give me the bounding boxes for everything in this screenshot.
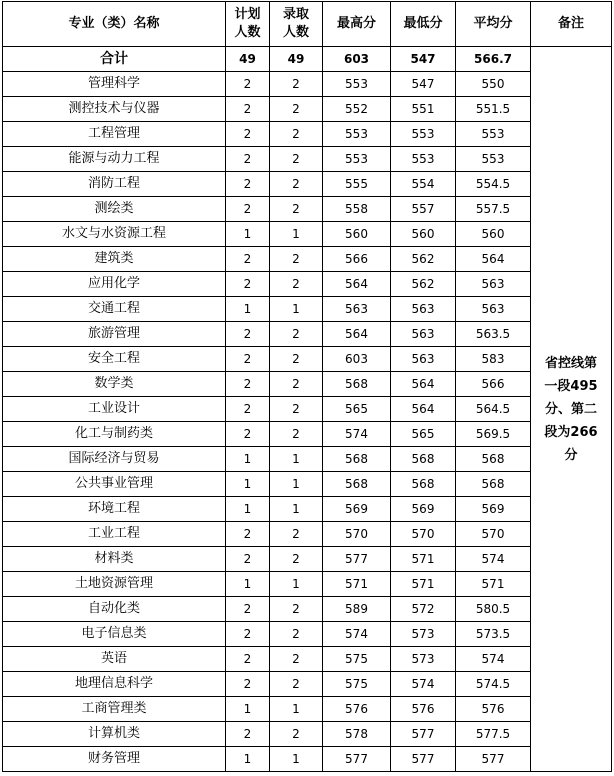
cell-min: 553 <box>391 122 456 147</box>
total-admit: 49 <box>270 47 323 72</box>
cell-min: 557 <box>391 197 456 222</box>
table-row <box>3 147 612 172</box>
cell-min: 571 <box>391 572 456 597</box>
table-row <box>3 322 612 347</box>
cell-min: 562 <box>391 272 456 297</box>
table-row <box>3 722 612 747</box>
table-row <box>3 422 612 447</box>
cell-avg: 557.5 <box>456 197 531 222</box>
cell-plan: 2 <box>226 597 270 622</box>
cell-name: 工业设计 <box>3 397 226 422</box>
cell-name: 电子信息类 <box>3 622 226 647</box>
cell-avg: 553 <box>456 122 531 147</box>
cell-plan: 2 <box>226 422 270 447</box>
cell-min: 568 <box>391 472 456 497</box>
cell-name: 英语 <box>3 647 226 672</box>
cell-avg: 550 <box>456 72 531 97</box>
cell-min: 577 <box>391 722 456 747</box>
cell-max: 571 <box>323 572 391 597</box>
cell-avg: 574 <box>456 647 531 672</box>
cell-admit: 2 <box>270 672 323 697</box>
table-row <box>3 547 612 572</box>
cell-max: 575 <box>323 647 391 672</box>
table-row <box>3 447 612 472</box>
cell-plan: 1 <box>226 222 270 247</box>
cell-admit: 2 <box>270 722 323 747</box>
cell-min: 563 <box>391 297 456 322</box>
cell-avg: 570 <box>456 522 531 547</box>
cell-admit: 1 <box>270 472 323 497</box>
cell-admit: 1 <box>270 497 323 522</box>
table-row <box>3 347 612 372</box>
cell-min: 551 <box>391 97 456 122</box>
cell-max: 553 <box>323 147 391 172</box>
table-row <box>3 372 612 397</box>
admission-score-table <box>2 1 612 772</box>
table-row <box>3 647 612 672</box>
cell-avg: 573.5 <box>456 622 531 647</box>
cell-name: 能源与动力工程 <box>3 147 226 172</box>
header-admit-line1: 录取 <box>282 7 309 22</box>
cell-admit: 2 <box>270 322 323 347</box>
cell-name: 测绘类 <box>3 197 226 222</box>
cell-name: 管理科学 <box>3 72 226 97</box>
cell-max: 568 <box>323 447 391 472</box>
cell-admit: 1 <box>270 747 323 772</box>
cell-plan: 2 <box>226 122 270 147</box>
header-plan-line1: 计划 <box>234 7 261 22</box>
cell-admit: 2 <box>270 247 323 272</box>
cell-min: 572 <box>391 597 456 622</box>
cell-plan: 2 <box>226 722 270 747</box>
table-row <box>3 172 612 197</box>
header-row <box>3 2 612 47</box>
table-row <box>3 247 612 272</box>
cell-plan: 2 <box>226 547 270 572</box>
table-row <box>3 622 612 647</box>
cell-name: 建筑类 <box>3 247 226 272</box>
cell-plan: 2 <box>226 672 270 697</box>
cell-admit: 2 <box>270 547 323 572</box>
cell-min: 562 <box>391 247 456 272</box>
cell-avg: 564.5 <box>456 397 531 422</box>
cell-avg: 566 <box>456 372 531 397</box>
cell-min: 564 <box>391 372 456 397</box>
total-avg: 566.7 <box>456 47 531 72</box>
table-row <box>3 747 612 772</box>
cell-plan: 2 <box>226 622 270 647</box>
cell-name: 工程管理 <box>3 122 226 147</box>
cell-plan: 1 <box>226 497 270 522</box>
cell-admit: 2 <box>270 622 323 647</box>
table-row <box>3 222 612 247</box>
cell-admit: 2 <box>270 122 323 147</box>
cell-plan: 2 <box>226 647 270 672</box>
cell-name: 应用化学 <box>3 272 226 297</box>
cell-admit: 2 <box>270 97 323 122</box>
cell-min: 554 <box>391 172 456 197</box>
cell-max: 569 <box>323 497 391 522</box>
cell-max: 589 <box>323 597 391 622</box>
cell-min: 571 <box>391 547 456 572</box>
cell-admit: 2 <box>270 347 323 372</box>
cell-plan: 2 <box>226 247 270 272</box>
cell-max: 555 <box>323 172 391 197</box>
cell-name: 计算机类 <box>3 722 226 747</box>
table-row <box>3 472 612 497</box>
cell-max: 564 <box>323 322 391 347</box>
cell-avg: 553 <box>456 147 531 172</box>
cell-admit: 2 <box>270 147 323 172</box>
cell-max: 553 <box>323 122 391 147</box>
cell-min: 574 <box>391 672 456 697</box>
cell-min: 577 <box>391 747 456 772</box>
cell-min: 563 <box>391 322 456 347</box>
cell-min: 560 <box>391 222 456 247</box>
cell-avg: 564 <box>456 247 531 272</box>
table-row <box>3 72 612 97</box>
cell-avg: 576 <box>456 697 531 722</box>
cell-min: 564 <box>391 397 456 422</box>
cell-plan: 2 <box>226 72 270 97</box>
cell-admit: 2 <box>270 647 323 672</box>
cell-plan: 2 <box>226 522 270 547</box>
cell-admit: 2 <box>270 522 323 547</box>
cell-plan: 2 <box>226 347 270 372</box>
cell-max: 563 <box>323 297 391 322</box>
cell-plan: 1 <box>226 447 270 472</box>
table-row <box>3 672 612 697</box>
cell-avg: 568 <box>456 472 531 497</box>
table-row <box>3 197 612 222</box>
cell-name: 交通工程 <box>3 297 226 322</box>
cell-min: 547 <box>391 72 456 97</box>
cell-avg: 568 <box>456 447 531 472</box>
cell-name: 消防工程 <box>3 172 226 197</box>
cell-avg: 571 <box>456 572 531 597</box>
cell-max: 577 <box>323 747 391 772</box>
cell-max: 560 <box>323 222 391 247</box>
cell-max: 566 <box>323 247 391 272</box>
header-major: 专业（类）名称 <box>3 2 226 47</box>
cell-plan: 2 <box>226 372 270 397</box>
cell-avg: 577.5 <box>456 722 531 747</box>
cell-min: 563 <box>391 347 456 372</box>
cell-avg: 583 <box>456 347 531 372</box>
cell-max: 574 <box>323 622 391 647</box>
cell-max: 576 <box>323 697 391 722</box>
table-row <box>3 122 612 147</box>
cell-max: 568 <box>323 372 391 397</box>
cell-admit: 1 <box>270 572 323 597</box>
cell-max: 578 <box>323 722 391 747</box>
cell-min: 553 <box>391 147 456 172</box>
cell-avg: 569 <box>456 497 531 522</box>
cell-plan: 2 <box>226 197 270 222</box>
cell-admit: 2 <box>270 422 323 447</box>
cell-avg: 577 <box>456 747 531 772</box>
header-note: 备注 <box>531 2 612 47</box>
cell-min: 573 <box>391 622 456 647</box>
header-max: 最高分 <box>323 2 391 47</box>
cell-admit: 1 <box>270 222 323 247</box>
cell-name: 自动化类 <box>3 597 226 622</box>
cell-name: 工商管理类 <box>3 697 226 722</box>
table-row <box>3 522 612 547</box>
cell-admit: 2 <box>270 597 323 622</box>
total-max: 603 <box>323 47 391 72</box>
cell-name: 旅游管理 <box>3 322 226 347</box>
cell-max: 603 <box>323 347 391 372</box>
table-row <box>3 572 612 597</box>
table-row <box>3 97 612 122</box>
cell-plan: 2 <box>226 272 270 297</box>
cell-max: 558 <box>323 197 391 222</box>
cell-min: 573 <box>391 647 456 672</box>
cell-plan: 2 <box>226 172 270 197</box>
cell-admit: 2 <box>270 397 323 422</box>
table-row <box>3 497 612 522</box>
cell-avg: 563.5 <box>456 322 531 347</box>
cell-plan: 1 <box>226 572 270 597</box>
total-plan: 49 <box>226 47 270 72</box>
header-admit-line2: 人数 <box>282 25 309 40</box>
cell-plan: 2 <box>226 97 270 122</box>
cell-name: 材料类 <box>3 547 226 572</box>
header-plan <box>226 2 270 47</box>
total-row <box>3 47 612 72</box>
cell-plan: 2 <box>226 322 270 347</box>
header-min: 最低分 <box>391 2 456 47</box>
cell-avg: 563 <box>456 297 531 322</box>
cell-admit: 2 <box>270 372 323 397</box>
cell-max: 574 <box>323 422 391 447</box>
table-row <box>3 597 612 622</box>
cell-plan: 2 <box>226 147 270 172</box>
header-avg: 平均分 <box>456 2 531 47</box>
cell-max: 568 <box>323 472 391 497</box>
table-row <box>3 697 612 722</box>
cell-name: 测控技术与仪器 <box>3 97 226 122</box>
cell-avg: 554.5 <box>456 172 531 197</box>
cell-avg: 569.5 <box>456 422 531 447</box>
cell-admit: 1 <box>270 297 323 322</box>
table-row <box>3 272 612 297</box>
cell-max: 552 <box>323 97 391 122</box>
cell-name: 财务管理 <box>3 747 226 772</box>
cell-admit: 1 <box>270 447 323 472</box>
cell-min: 576 <box>391 697 456 722</box>
cell-admit: 1 <box>270 697 323 722</box>
table-row <box>3 397 612 422</box>
header-plan-line2: 人数 <box>234 25 261 40</box>
cell-avg: 563 <box>456 272 531 297</box>
cell-name: 国际经济与贸易 <box>3 447 226 472</box>
cell-name: 数学类 <box>3 372 226 397</box>
cell-plan: 1 <box>226 472 270 497</box>
cell-name: 地理信息科学 <box>3 672 226 697</box>
cell-name: 安全工程 <box>3 347 226 372</box>
cell-max: 553 <box>323 72 391 97</box>
cell-max: 575 <box>323 672 391 697</box>
cell-avg: 560 <box>456 222 531 247</box>
table-row <box>3 297 612 322</box>
cell-avg: 574 <box>456 547 531 572</box>
cell-admit: 2 <box>270 72 323 97</box>
cell-name: 土地资源管理 <box>3 572 226 597</box>
cell-max: 577 <box>323 547 391 572</box>
cell-name: 环境工程 <box>3 497 226 522</box>
cell-max: 564 <box>323 272 391 297</box>
cell-min: 568 <box>391 447 456 472</box>
cell-name: 水文与水资源工程 <box>3 222 226 247</box>
cell-admit: 2 <box>270 197 323 222</box>
cell-avg: 580.5 <box>456 597 531 622</box>
cell-min: 570 <box>391 522 456 547</box>
cell-plan: 1 <box>226 697 270 722</box>
cell-avg: 551.5 <box>456 97 531 122</box>
cell-name: 公共事业管理 <box>3 472 226 497</box>
cell-max: 565 <box>323 397 391 422</box>
cell-plan: 1 <box>226 297 270 322</box>
cell-plan: 2 <box>226 397 270 422</box>
cell-avg: 574.5 <box>456 672 531 697</box>
cell-name: 化工与制药类 <box>3 422 226 447</box>
cell-min: 565 <box>391 422 456 447</box>
cell-plan: 1 <box>226 747 270 772</box>
total-min: 547 <box>391 47 456 72</box>
cell-min: 569 <box>391 497 456 522</box>
note-cell: 省控线第一段495分、第二段为266分 <box>531 47 612 772</box>
header-admit <box>270 2 323 47</box>
cell-max: 570 <box>323 522 391 547</box>
cell-admit: 2 <box>270 172 323 197</box>
total-name: 合计 <box>3 47 226 72</box>
cell-admit: 2 <box>270 272 323 297</box>
cell-name: 工业工程 <box>3 522 226 547</box>
